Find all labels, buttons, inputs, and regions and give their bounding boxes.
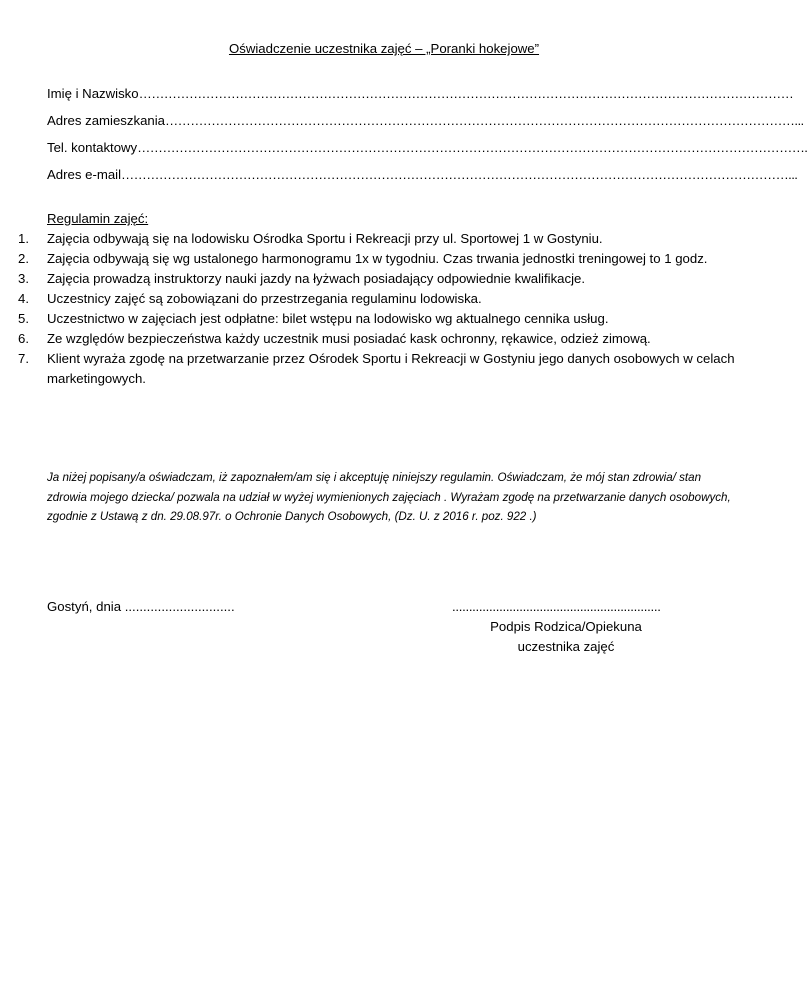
regulation-item [0,289,740,309]
document-title: Oświadczenie uczestnika zajęć – „Poranki hokejowe” [228,41,540,56]
regulation-text: Uczestnicy zajęć są zobowiązani do przestrzegania regulaminu lodowiska. [47,291,482,306]
regulation-number: 1. [18,231,29,246]
field-full-name-label: Imię i Nazwisko [47,86,139,101]
regulation-item [0,349,740,389]
regulation-item [0,329,740,349]
regulation-text: Zajęcia prowadzą instruktorzy nauki jazdy na łyżwach posiadający odpowiednie kwalifikacje. [47,271,586,286]
field-address-label: Adres zamieszkania [47,113,166,128]
regulation-item [0,229,740,249]
signature-caption [452,617,680,657]
regulation-text: Zajęcia odbywają się wg ustalonego harmonogramu 1x w tygodniu. Czas trwania jednostki treningowej to 1 godz. [47,251,708,266]
field-email-label: Adres e-mail [47,167,122,182]
field-email[interactable] [47,166,798,184]
field-phone[interactable] [47,139,807,157]
field-address-dots: ……………………………………………………………………………………………………………………………………... [165,113,804,128]
regulations-list [0,229,740,389]
signature-line[interactable]: .............................................................. [452,599,661,614]
regulation-text: Zajęcia odbywają się na lodowisku Ośrodka Sportu i Rekreacji przy ul. Sportowej 1 w Gostyniu. [47,231,603,246]
place-date-field[interactable]: Gostyń, dnia .............................. [47,599,235,614]
regulation-number: 2. [18,251,29,266]
regulation-item [0,249,740,269]
field-full-name-dots: ………………………………………………………………………………………………………………………………………… [138,86,794,101]
field-full-name[interactable] [47,85,794,103]
field-email-dots: ……………………………………………………………………………………………………………………………………………... [121,167,798,182]
regulation-text: Ze względów bezpieczeństwa każdy uczestnik musi posiadać kask ochronny, rękawice, odzież zimową. [47,331,651,346]
consent-declaration: Ja niżej popisany/a oświadczam, iż zapoznałem/am się i akceptuję niniejszy regulamin. Oświadczam, że mój stan zdrowia/ stan zdrowia mojego dziecka/ pozwala na udział w wyżej wymienionych zajęciach . Wyrażam zgodę na przetwarzanie danych osobowych, zgodnie z Ustawą z dn. 29.08.97r. o Ochronie Danych Osobowych, (Dz. U. z 2016 r. poz. 922 .) [47,471,731,523]
regulation-number: 6. [18,331,29,346]
regulation-item [0,309,740,329]
signature-caption-line-1: Podpis Rodzica/Opiekuna [490,619,642,634]
regulation-text: Uczestnictwo w zajęciach jest odpłatne: bilet wstępu na lodowisko wg aktualnego cennika usług. [47,311,609,326]
signature-caption-line-2: uczestnika zajęć [517,639,615,654]
regulation-number: 4. [18,291,29,306]
regulation-number: 7. [18,351,29,366]
regulation-text: Klient wyraża zgodę na przetwarzanie przez Ośrodek Sportu i Rekreacji w Gostyniu jego danych osobowych w celach marketingowych. [47,351,735,386]
field-address[interactable] [47,112,804,130]
field-phone-dots: ……………………………………………………………………………………………………………………………………………. [137,140,807,155]
regulations-heading: Regulamin zajęć: [47,211,149,226]
regulation-number: 3. [18,271,29,286]
field-phone-label: Tel. kontaktowy [47,140,138,155]
regulation-item [0,269,740,289]
regulation-number: 5. [18,311,29,326]
